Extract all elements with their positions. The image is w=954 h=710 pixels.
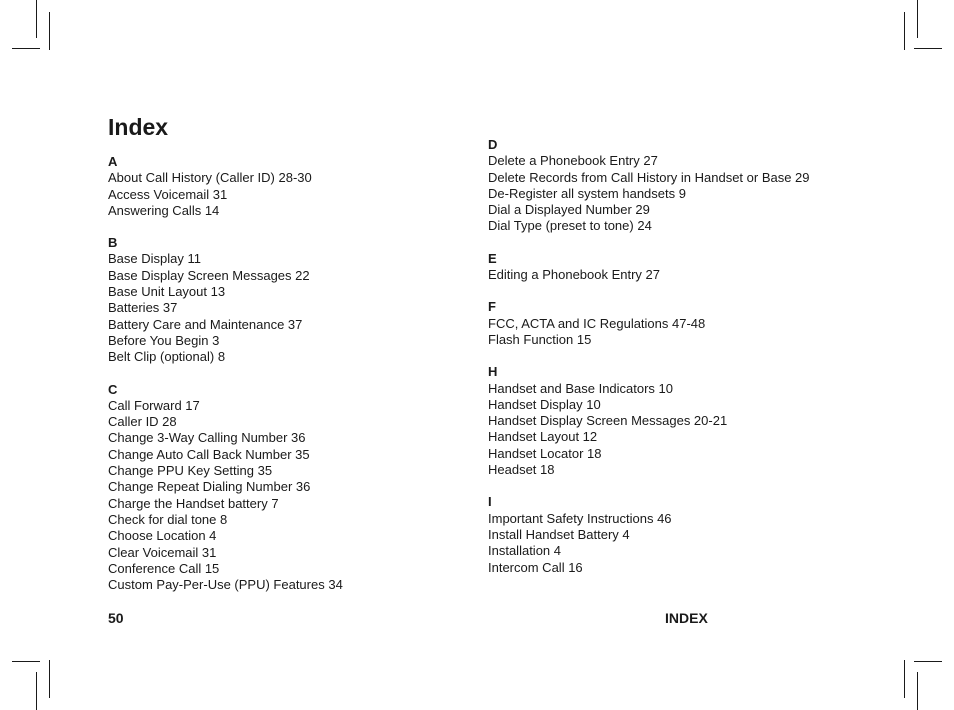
index-entry: Choose Location 4 [108,528,217,544]
index-column-left [108,154,488,609]
index-section-c [108,382,488,594]
index-column-right [488,137,848,592]
index-letter-heading: B [108,235,118,251]
index-entry: Flash Function 15 [488,331,592,347]
index-entry: Belt Clip (optional) 8 [108,349,226,365]
index-entry: Base Display Screen Messages 22 [108,267,310,283]
index-letter-heading: C [108,381,118,397]
crop-mark [904,660,905,698]
index-entry: FCC, ACTA and IC Regulations 47-48 [488,315,706,331]
index-entry: Charge the Handset battery 7 [108,495,279,511]
index-entry: Handset Display Screen Messages 20-21 [488,413,728,429]
crop-mark [904,12,905,50]
index-entry: Custom Pay-Per-Use (PPU) Features 34 [108,577,343,593]
crop-mark [36,0,37,38]
index-entry: Installation 4 [488,543,561,559]
index-entry: Caller ID 28 [108,414,177,430]
index-entry: Answering Calls 14 [108,202,220,218]
index-letter-heading: I [488,494,492,510]
index-entry: Call Forward 17 [108,397,200,413]
index-entry: Handset and Base Indicators 10 [488,380,674,396]
index-entry: Battery Care and Maintenance 37 [108,316,303,332]
crop-mark [49,660,50,698]
index-entry: Clear Voicemail 31 [108,544,217,560]
index-entry: Headset 18 [488,462,555,478]
index-entry: Access Voicemail 31 [108,186,228,202]
page-title: Index [108,114,169,140]
index-entry: Conference Call 15 [108,560,220,576]
index-section-f [488,299,848,348]
index-entry: Change Auto Call Back Number 35 [108,446,310,462]
index-letter-heading: H [488,364,498,380]
crop-mark [914,661,942,662]
index-entry: Handset Layout 12 [488,429,598,445]
index-entry: Before You Begin 3 [108,332,220,348]
index-entry: Batteries 37 [108,300,178,316]
index-entry: Handset Display 10 [488,396,601,412]
crop-mark [917,0,918,38]
index-section-d [488,137,848,235]
section-label: INDEX [665,610,708,626]
crop-mark [49,12,50,50]
index-entry: Dial a Displayed Number 29 [488,202,650,218]
crop-mark [36,672,37,710]
crop-mark [12,661,40,662]
index-entry: Delete a Phonebook Entry 27 [488,153,658,169]
index-entry: Editing a Phonebook Entry 27 [488,267,661,283]
page-number: 50 [108,610,124,626]
index-entry: De-Register all system handsets 9 [488,185,686,201]
index-entry: Change Repeat Dialing Number 36 [108,479,311,495]
crop-mark [12,48,40,49]
index-entry: Install Handset Battery 4 [488,526,630,542]
index-section-b [108,235,488,365]
index-letter-heading: A [108,154,118,169]
index-entry: About Call History (Caller ID) 28-30 [108,170,312,186]
index-letter-heading: E [488,250,497,266]
index-letter-heading: F [488,299,496,315]
index-letter-heading: D [488,137,498,152]
crop-mark [914,48,942,49]
index-entry: Delete Records from Call History in Handset or Base 29 [488,169,810,185]
index-section-e [488,251,848,284]
index-entry: Important Safety Instructions 46 [488,510,672,526]
index-entry: Change 3-Way Calling Number 36 [108,430,306,446]
index-section-h [488,364,848,478]
crop-mark [917,672,918,710]
index-entry: Handset Locator 18 [488,445,602,461]
index-entry: Change PPU Key Setting 35 [108,463,273,479]
index-section-a [108,154,488,219]
index-section-i [488,494,848,575]
index-entry: Base Unit Layout 13 [108,284,226,300]
index-entry: Base Display 11 [108,251,201,267]
index-entry: Dial Type (preset to tone) 24 [488,218,652,234]
index-entry: Check for dial tone 8 [108,511,228,527]
index-entry: Intercom Call 16 [488,559,583,575]
